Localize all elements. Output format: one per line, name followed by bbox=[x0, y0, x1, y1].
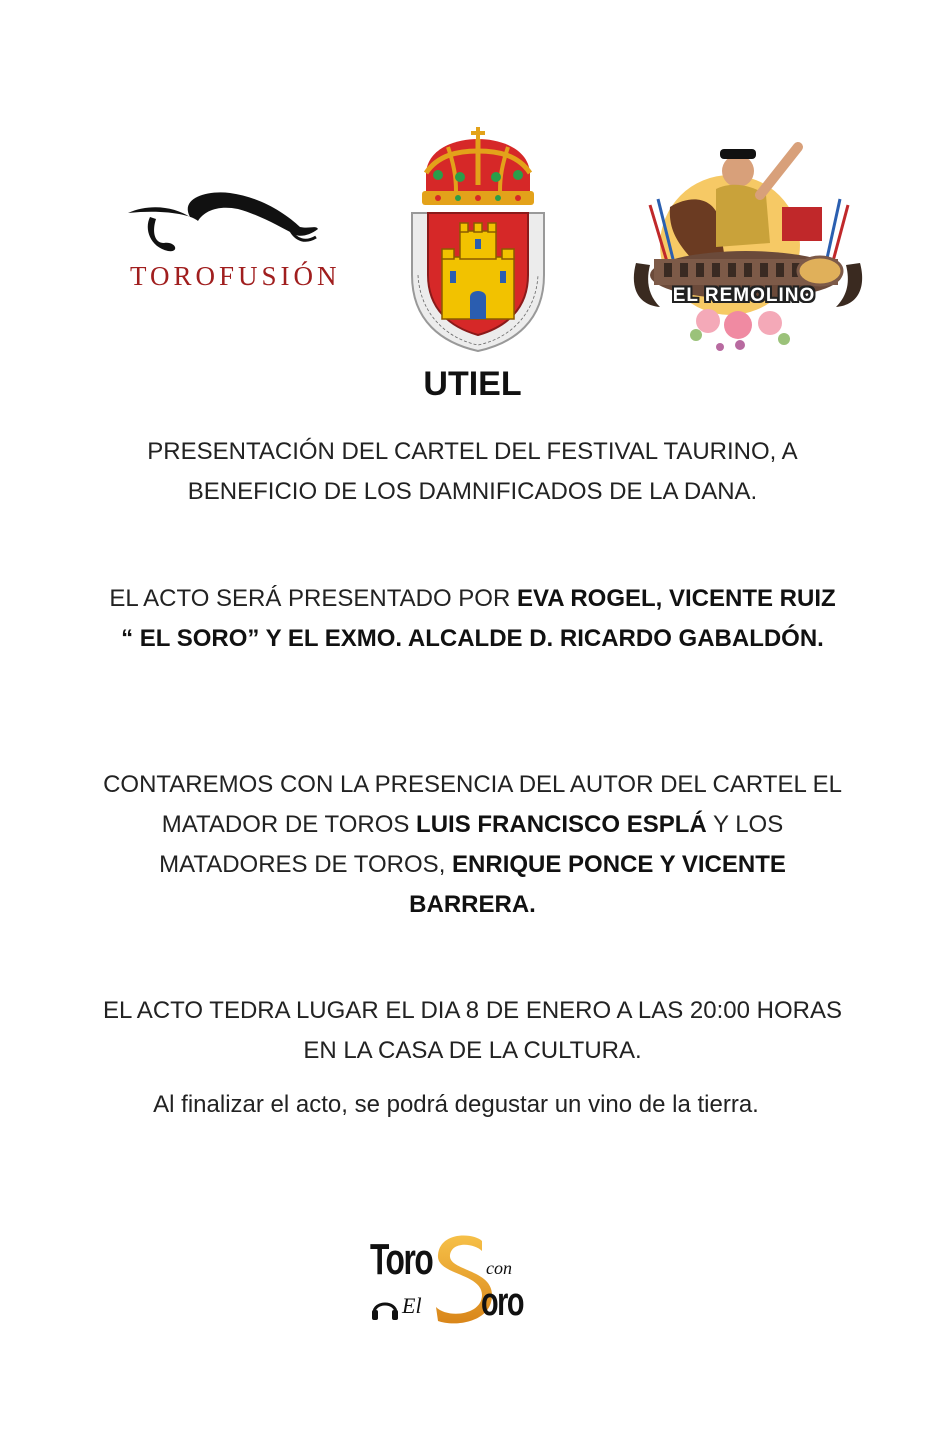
paragraph-presentation: PRESENTACIÓN DEL CARTEL DEL FESTIVAL TAURINO, A BENEFICIO DE LOS DAMNIFICADOS DE LA DANA. bbox=[147, 438, 798, 505]
logo-word-con: con bbox=[486, 1258, 512, 1278]
matadores-names: ENRIQUE PONCE Y VICENTE BARRERA. bbox=[409, 851, 786, 918]
logo-word-oro: oro bbox=[481, 1280, 524, 1324]
guests-intro: CONTAREMOS CON LA PRESENCIA DEL AUTOR DEL CARTEL EL MATADOR DE TOROS bbox=[103, 771, 842, 838]
presenters-names: EVA ROGEL, VICENTE RUIZ “ EL SORO” Y EL EXMO. ALCALDE D. RICARDO GABALDÓN. bbox=[121, 585, 836, 652]
el-remolino-logo bbox=[620, 135, 875, 365]
crown-icon bbox=[422, 127, 534, 205]
paragraph-presenters bbox=[100, 579, 845, 659]
torofusion-logo bbox=[120, 185, 341, 295]
flower-icon bbox=[690, 309, 790, 351]
paragraph-guests bbox=[100, 765, 845, 925]
utiel-coat-of-arms bbox=[398, 125, 558, 355]
wine-note: Al finalizar el acto, se podrá degustar un vino de la tierra. bbox=[153, 1091, 759, 1118]
logo-word-el: El bbox=[402, 1293, 422, 1318]
bull-brushstroke-icon bbox=[120, 185, 320, 265]
guests-mid: Y LOS MATADORES DE TOROS, bbox=[159, 811, 784, 878]
city-title: UTIEL bbox=[423, 365, 522, 403]
logo-word-toro: Toro bbox=[370, 1235, 433, 1284]
presenters-intro: EL ACTO SERÁ PRESENTADO POR bbox=[109, 585, 517, 612]
toros-con-el-soro-logo bbox=[366, 1225, 546, 1325]
paragraph-date-venue: EL ACTO TEDRA LUGAR EL DIA 8 DE ENERO A LAS 20:00 HORAS EN LA CASA DE LA CULTURA. bbox=[103, 997, 842, 1064]
headphones-icon bbox=[370, 1293, 400, 1321]
poster-author-name: LUIS FRANCISCO ESPLÁ bbox=[416, 811, 707, 838]
torofusion-wordmark: TOROFUSIÓN bbox=[130, 261, 341, 291]
remolino-wordmark: EL REMOLINO bbox=[672, 285, 816, 306]
